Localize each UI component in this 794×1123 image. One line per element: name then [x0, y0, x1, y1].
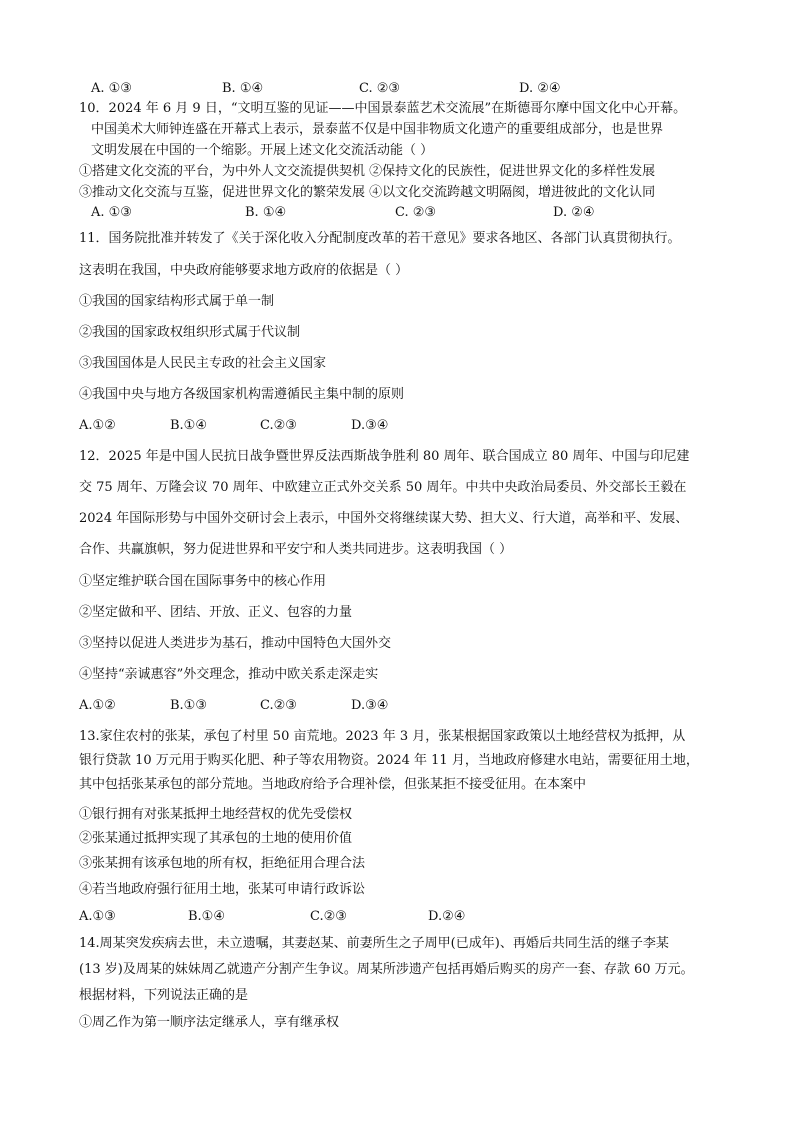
q14-stem-line-2: (13 岁)及周某的妹妹周乙就遗产分割产生争议。周某所涉遗产包括再婚后购买的房产一套、存款 60 万元。	[79, 962, 694, 977]
q10-statements-1-2: ①搭建文化交流的平台，为中外人文交流提供契机 ②保持文化的民族性，促进世界文化的多样性发展	[79, 164, 656, 179]
q9-option-b: B. ①④	[222, 81, 264, 96]
q12-option-c: C.②③	[260, 698, 297, 713]
q13-stem-line-1: 13.家住农村的张某，承包了村里 50 亩荒地。2023 年 3 月，张某根据国家政策以土地经营权为抵押，从	[79, 729, 686, 744]
q9-option-a: A. ①③	[91, 81, 132, 96]
q13-statement-4: ④若当地政府强行征用土地，张某可申请行政诉讼	[79, 882, 366, 897]
q9-option-c: C. ②③	[359, 81, 401, 96]
q12-statement-4: ④坚持“亲诚惠容”外交理念，推动中欧关系走深走实	[79, 667, 379, 682]
q13-statement-1: ①银行拥有对张某抵押土地经营权的优先受偿权	[79, 807, 353, 822]
q12-statement-2: ②坚定做和平、团结、开放、正义、包容的力量	[79, 605, 353, 620]
q12-option-b: B.①③	[170, 698, 207, 713]
q13-stem-line-2: 银行贷款 10 万元用于购买化肥、种子等农用物资。2024 年 11 月，当地政府修建水电站，需要征用土地，	[79, 753, 699, 768]
q11-stem-line-2: 这表明在我国，中央政府能够要求地方政府的依据是（ ）	[79, 263, 409, 278]
q13-option-c: C.②③	[310, 909, 347, 924]
q12-option-d: D.③④	[351, 698, 389, 713]
q10-option-c: C. ②③	[395, 205, 437, 220]
q12-option-a: A.①②	[79, 698, 116, 713]
q10-option-b: B. ①④	[245, 205, 287, 220]
q13-option-a: A.①③	[79, 909, 116, 924]
q13-option-d: D.②④	[428, 909, 466, 924]
q12-statement-3: ③坚持以促进人类进步为基石，推动中国特色大国外交	[79, 636, 392, 651]
q14-stem-line-1: 14.周某突发疾病去世，未立遗嘱，其妻赵某、前妻所生之子周甲(已成年)、再婚后共同生活的继子李某	[79, 936, 669, 951]
q9-option-d: D. ②④	[519, 81, 561, 96]
q10-statements-3-4: ③推动文化交流与互鉴，促进世界文化的繁荣发展 ④以文化交流跨越文明隔阂，增进彼此的文化认同	[79, 185, 656, 200]
q11-option-b: B.①④	[170, 418, 207, 433]
q11-statement-1: ①我国的国家结构形式属于单一制	[79, 294, 275, 309]
q12-stem-line-2: 交 75 周年、万隆会议 70 周年、中欧建立正式外交关系 50 周年。中共中央政治局委员、外交部长王毅在	[79, 480, 687, 495]
q14-statement-1: ①周乙作为第一顺序法定继承人，享有继承权	[79, 1015, 340, 1030]
q10-stem-line-3: 文明发展在中国的一个缩影。开展上述文化交流活动能（ ）	[91, 143, 434, 158]
q10-option-d: D. ②④	[553, 205, 595, 220]
q11-option-a: A.①②	[79, 418, 116, 433]
q11-stem-line-1: 11．国务院批准并转发了《关于深化收入分配制度改革的若干意见》要求各地区、各部门认真贯彻执行。	[79, 231, 681, 246]
q10-stem-line-2: 中国美术大师钟连盛在开幕式上表示，景泰蓝不仅是中国非物质文化遗产的重要组成部分，也是世界	[91, 122, 664, 137]
q11-statement-2: ②我国的国家政权组织形式属于代议制	[79, 325, 301, 340]
q11-option-d: D.③④	[351, 418, 389, 433]
q10-option-a: A. ①③	[91, 205, 132, 220]
q12-stem-line-4: 合作、共赢旗帜，努力促进世界和平安宁和人类共同进步。这表明我国（ ）	[79, 542, 513, 557]
q12-statement-1: ①坚定维护联合国在国际事务中的核心作用	[79, 574, 327, 589]
q13-option-b: B.①④	[188, 909, 225, 924]
q11-statement-3: ③我国国体是人民民主专政的社会主义国家	[79, 356, 327, 371]
q11-option-c: C.②③	[260, 418, 297, 433]
q13-statement-3: ③张某拥有该承包地的所有权，拒绝征用合理合法	[79, 856, 366, 871]
q13-stem-line-3: 其中包括张某承包的部分荒地。当地政府给予合理补偿，但张某拒不接受征用。在本案中	[79, 777, 587, 792]
q12-stem-line-1: 12．2025 年是中国人民抗日战争暨世界反法西斯战争胜利 80 周年、联合国成立 80 周年、中国与印尼建	[79, 449, 690, 464]
q14-stem-line-3: 根据材料，下列说法正确的是	[79, 988, 249, 1003]
q10-stem-line-1: 10．2024 年 6 月 9 日，“文明互鉴的见证——中国景泰蓝艺术交流展”在斯德哥尔摩中国文化中心开幕。	[79, 101, 687, 116]
q11-statement-4: ④我国中央与地方各级国家机构需遵循民主集中制的原则	[79, 387, 405, 402]
q13-statement-2: ②张某通过抵押实现了其承包的土地的使用价值	[79, 831, 353, 846]
q12-stem-line-3: 2024 年国际形势与中国外交研讨会上表示，中国外交将继续谋大势、担大义、行大道，高举和平、发展、	[79, 511, 689, 526]
